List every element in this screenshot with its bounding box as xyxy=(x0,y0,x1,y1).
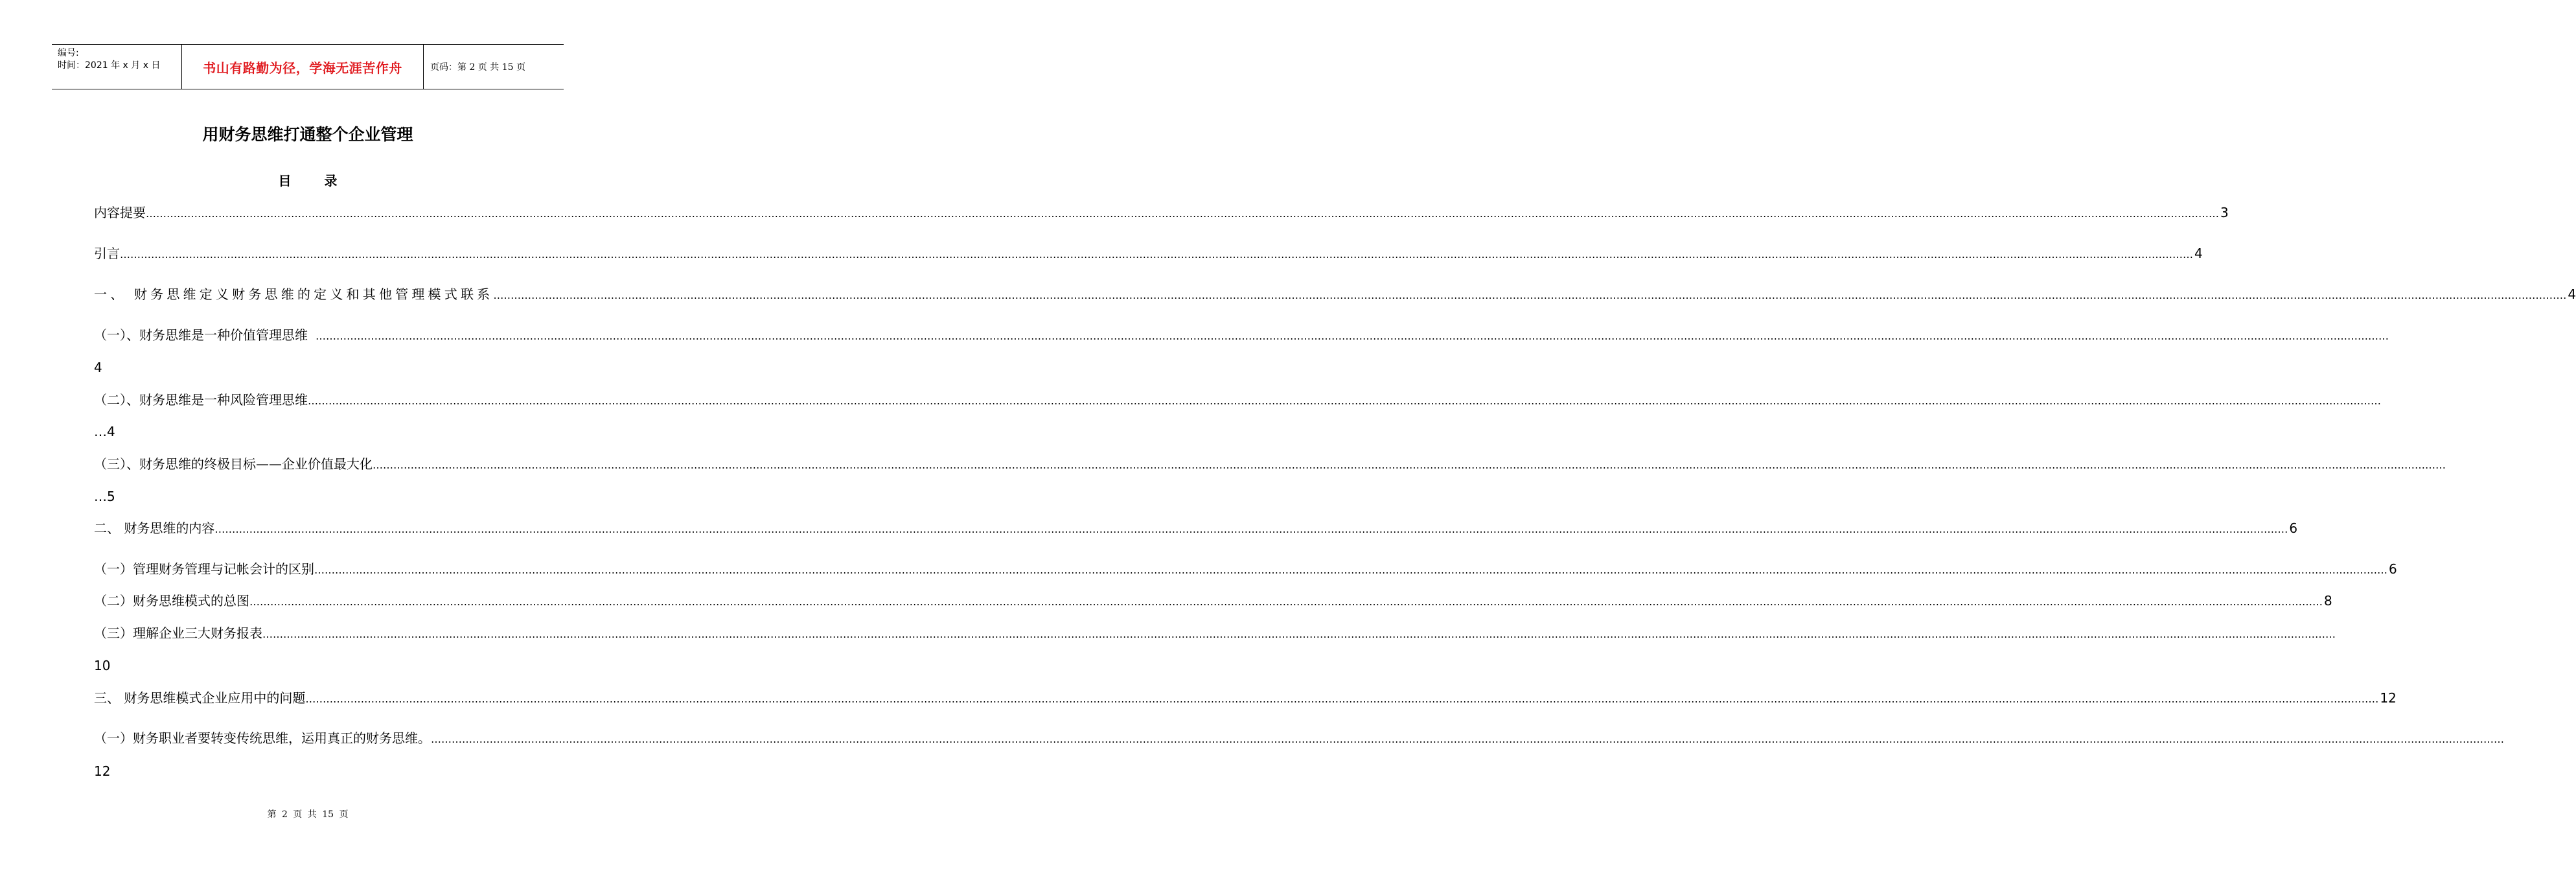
page-footer: 第 2 页 共 15 页 xyxy=(267,809,349,820)
header-meta xyxy=(52,45,182,89)
header-page-info: 页码：第 2 页 共 15 页 xyxy=(430,62,525,73)
toc-entry[interactable] xyxy=(94,326,2389,345)
toc-entry-page-wrap xyxy=(94,656,523,675)
toc-entry-page: …4 xyxy=(94,424,115,439)
toc-entry-page: 8 xyxy=(2324,593,2332,609)
toc-heading: 目 录 xyxy=(278,173,352,189)
toc-entry[interactable] xyxy=(94,244,2203,264)
toc-leader: …………………………………………………………………………………………………………………………………………………………………………………………………………………………………………………………………………………………………………………………………………………………………………………………………………………………………………………………………………………………………………………………………………………… xyxy=(249,596,2323,608)
toc-entry-label: （二）财务思维模式的总图 xyxy=(94,593,249,609)
toc-entry-page-wrap xyxy=(94,423,523,441)
toc-entry-label: 三、 财务思维模式企业应用中的问题 xyxy=(94,690,306,706)
toc-entry-page: 3 xyxy=(2220,205,2229,220)
toc-entry-label: 内容提要 xyxy=(94,205,146,220)
toc-entry[interactable] xyxy=(94,592,2332,611)
toc-entry[interactable] xyxy=(94,391,2381,410)
toc-entry-page-wrap xyxy=(94,358,523,377)
toc-entry-label: （一）、财务思维是一种价值管理思维 xyxy=(94,327,308,343)
toc-entry-page: 4 xyxy=(94,360,102,375)
toc-entry-page: 6 xyxy=(2289,520,2298,536)
toc-leader: …………………………………………………………………………………………………………………………………………………………………………………………………………………………………………………………………………………………………………………………………………………………………………………………………………………………………………………………………………………………………………………………………………………… xyxy=(314,564,2387,576)
toc-entry-page: 12 xyxy=(94,763,111,779)
page-header xyxy=(52,44,564,89)
toc-entry-label: 二、 财务思维的内容 xyxy=(94,520,215,536)
toc-entry[interactable] xyxy=(94,689,2397,708)
toc-leader: …………………………………………………………………………………………………………………………………………………………………………………………………………………………………………………………………………………………………………………………………………………………………………………………………………………………………………………………………………………………………………………………………………………… xyxy=(373,459,2446,471)
toc-entry-page-wrap xyxy=(94,487,523,505)
toc-leader: …………………………………………………………………………………………………………………………………………………………………………………………………………………………………………………………………………………………………………………………………………………………………………………………………………………………………………………………………………………………………………………………………………………… xyxy=(431,733,2504,745)
toc-entry-page: 10 xyxy=(94,658,111,673)
toc-entry-label: （一）财务职业者要转变传统思维，运用真正的财务思维。 xyxy=(94,730,431,746)
toc-entry-label: （一）管理财务管理与记帐会计的区别 xyxy=(94,561,314,577)
toc-entry-page: 6 xyxy=(2389,561,2397,577)
toc-entry-page-wrap xyxy=(94,762,523,780)
document-title: 用财务思维打通整个企业管理 xyxy=(202,125,413,144)
toc-entry-label: （二）、财务思维是一种风险管理思维 xyxy=(94,392,308,408)
toc-entry-label: 引言 xyxy=(94,246,120,261)
toc-entry-page: …5 xyxy=(94,489,115,504)
number-label: 编号: xyxy=(58,48,79,58)
toc-entry-label: （三）、财务思维的终极目标——企业价值最大化 xyxy=(94,456,373,472)
toc-leader: …………………………………………………………………………………………………………………………………………………………………………………………………………………………………………………………………………………………………………………………………………………………………………………………………………………………………………………………………………………………………………………………………………………… xyxy=(146,207,2219,220)
toc-entry[interactable] xyxy=(94,560,2397,579)
toc-leader: …………………………………………………………………………………………………………………………………………………………………………………………………………………………………………………………………………………………………………………………………………………………………………………………………………………………………………………………………………………………………………………………………………………… xyxy=(493,289,2567,301)
header-motto: 书山有路勤为径，学海无涯苦作舟 xyxy=(182,45,424,89)
time-label: 时间：2021 年 x 月 x 日 xyxy=(58,60,161,71)
toc-leader: …………………………………………………………………………………………………………………………………………………………………………………………………………………………………………………………………………………………………………………………………………………………………………………………………………………………………………………………………………………………………………………………………………………… xyxy=(308,395,2381,407)
toc-entry-page: 12 xyxy=(2380,690,2397,706)
toc-entry-label: （三）理解企业三大财务报表 xyxy=(94,625,262,641)
toc-entry-page: 4 xyxy=(2194,246,2203,261)
toc-leader: …………………………………………………………………………………………………………………………………………………………………………………………………………………………………………………………………………………………………………………………………………………………………………………………………………………………………………………………………………………………………………………………………………………… xyxy=(262,628,2336,640)
toc-entry[interactable] xyxy=(94,624,2336,644)
toc-entry-page: 4 xyxy=(2568,286,2576,302)
toc-leader: …………………………………………………………………………………………………………………………………………………………………………………………………………………………………………………………………………………………………………………………………………………………………………………………………………………………………………………………………………………………………………………………………………………… xyxy=(305,693,2379,705)
toc-entry[interactable] xyxy=(94,519,2298,539)
toc-leader: …………………………………………………………………………………………………………………………………………………………………………………………………………………………………………………………………………………………………………………………………………………………………………………………………………………………………………………………………………………………………………………………………………………… xyxy=(214,523,2288,535)
toc-leader: …………………………………………………………………………………………………………………………………………………………………………………………………………………………………………………………………………………………………………………………………………………………………………………………………………………………………………………………………………………………………………………………………………………… xyxy=(120,248,2193,261)
toc-leader: …………………………………………………………………………………………………………………………………………………………………………………………………………………………………………………………………………………………………………………………………………………………………………………………………………………………………………………………………………………………………………………………………………………… xyxy=(316,330,2389,342)
toc-entry[interactable] xyxy=(94,285,2576,305)
toc-entry[interactable] xyxy=(94,455,2446,474)
toc-entry-label: 一、 财务思维定义财务思维的定义和其他管理模式联系 xyxy=(94,286,494,302)
toc-entry[interactable] xyxy=(94,203,2229,223)
toc-entry[interactable] xyxy=(94,729,2504,749)
